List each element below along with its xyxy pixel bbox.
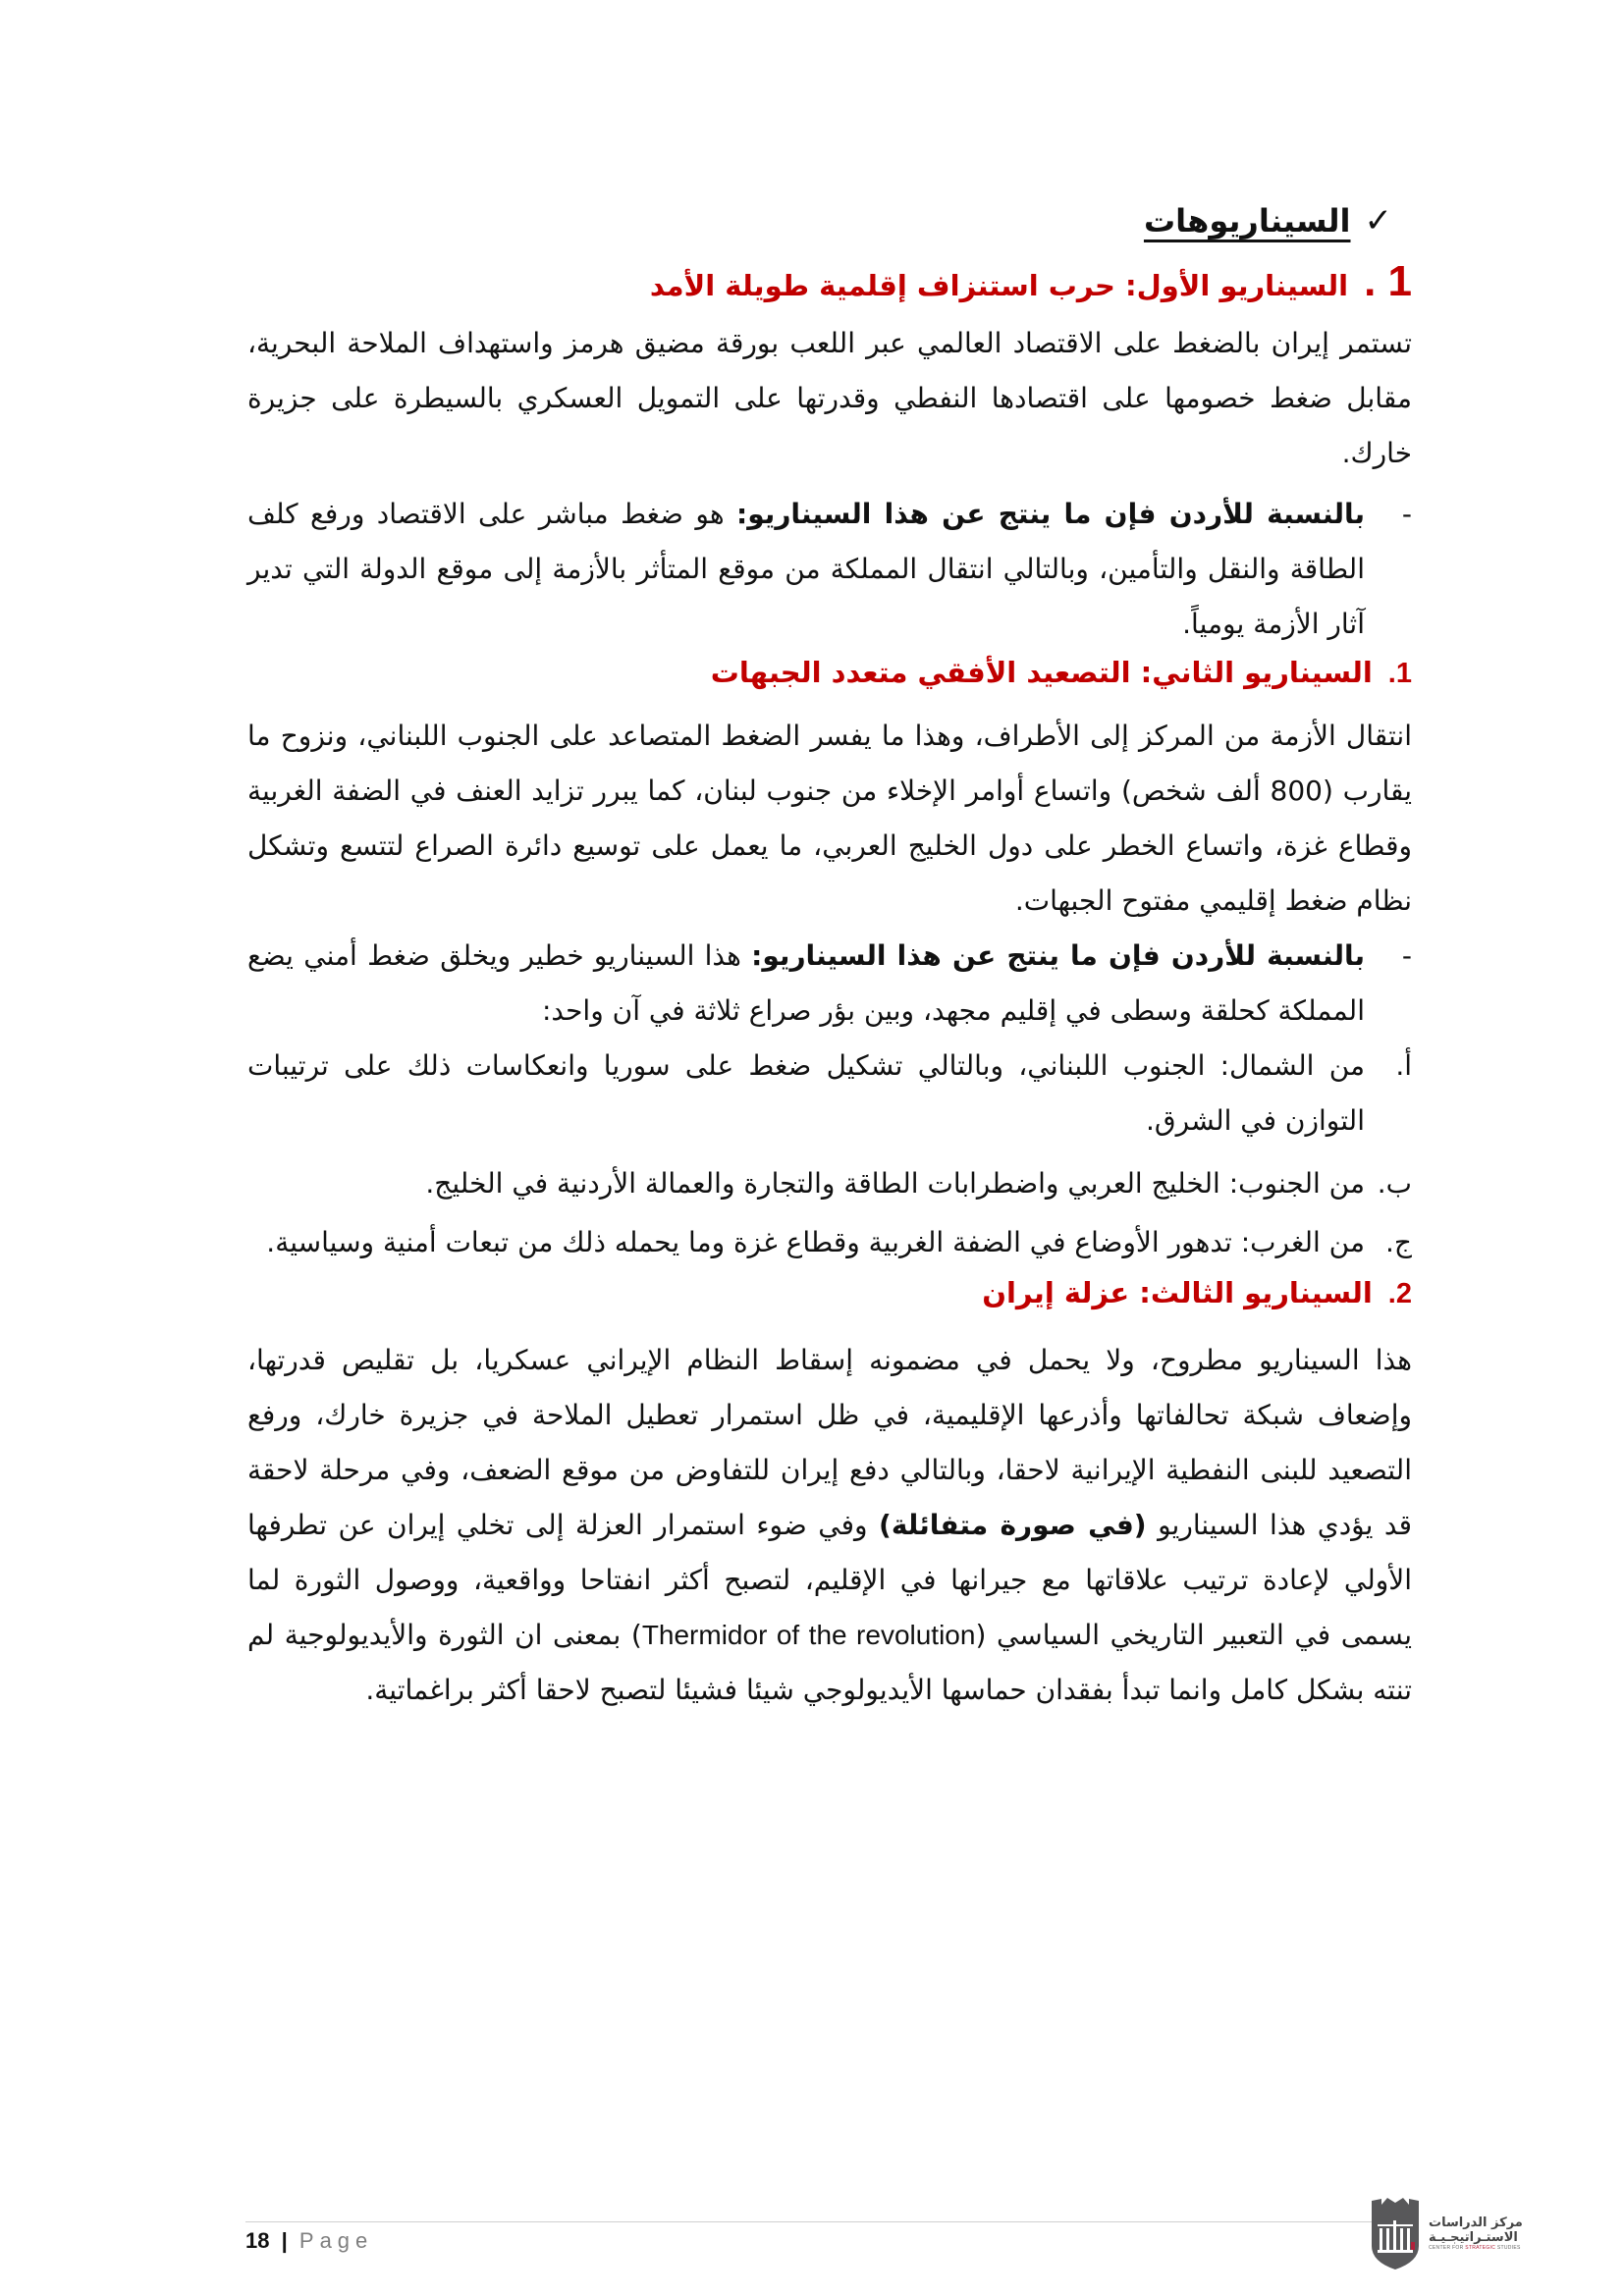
front-south [247, 1156, 1412, 1211]
jordan-impact-text: هذا السيناريو خطير ويخلق ضغط أمني يضع المملكة كحلقة وسطى في إقليم مجهد، وبين بؤر صراع ثلاثة في آن واحد: [247, 939, 1365, 1027]
optimistic-note: (في صورة متفائلة) [879, 1509, 1147, 1541]
footer-divider [245, 2221, 1384, 2222]
list-marker: ج. [1385, 1226, 1412, 1258]
latin-term: Thermidor of the revolution [641, 1620, 976, 1650]
dash-bullet-icon: - [1401, 939, 1412, 972]
scenario-3-title: السيناريو الثالث: عزلة إيران [982, 1276, 1373, 1309]
front-text: من الشمال: الجنوب اللبناني، وبالتالي تشكيل ضغط على سوريا وانعكاسات ذلك على ترتيبات التوازن في الشرق. [247, 1049, 1365, 1137]
logo-english [1429, 2245, 1521, 2251]
list-marker: ب. [1377, 1167, 1412, 1200]
scenario-1-number: 1 . [1364, 257, 1412, 305]
page-label: Page [298, 2228, 374, 2253]
section-title: السيناريوهات [1143, 202, 1351, 240]
shield-logo-icon [1368, 2195, 1423, 2271]
paragraph-text: وفي ضوء استمرار العزلة إلى تخلي إيران عن تطرفها الأولي لإعادة ترتيب علاقاتها مع جيرانها في الإقليم، لتصبح أكثر انفتاحا وواقعية، ووصول الثورة لما يسمى في التعبير التاريخي السياسي ( [247, 1509, 1412, 1651]
page-separator: | [281, 2228, 288, 2253]
list-marker: أ. [1395, 1049, 1412, 1082]
center-logo [1368, 2189, 1535, 2277]
page-number [245, 2228, 373, 2254]
page-number-value: 18 [245, 2228, 270, 2253]
scenario-2-title: السيناريو الثاني: التصعيد الأفقي متعدد الجبهات [710, 656, 1373, 689]
logo-en-accent: STRATEGIC [1465, 2245, 1496, 2251]
scenario-3-heading [247, 1276, 1412, 1333]
logo-arabic-line1: مركز الدراسات [1429, 2216, 1523, 2230]
front-north [247, 1039, 1412, 1148]
scenario-1-title: السيناريو الأول: حرب استنزاف إقلمية طويلة الأمد [649, 269, 1349, 302]
logo-arabic-line2: الاستـراتيجـيـة [1429, 2230, 1518, 2245]
logo-en-suffix: STUDIES [1495, 2245, 1521, 2251]
scenario-2-jordan-impact [247, 929, 1412, 1039]
paragraph-text: ) بمعنى ان الثورة والأيديولوجية لم تنته بشكل كامل وانما تبدأ بفقدان حماسها الأيديولوجي شيئا فشيئا لتصبح لاحقا أكثر براغماتية. [247, 1619, 1412, 1706]
scenario-3-paragraph [247, 1333, 1412, 1718]
front-text: من الغرب: تدهور الأوضاع في الضفة الغربية وقطاع غزة وما يحمله ذلك من تبعات أمنية وسياسية. [266, 1226, 1365, 1258]
paragraph-text: هذا السيناريو مطروح، ولا يحمل في مضمونه إسقاط النظام الإيراني عسكريا، بل تقليص قدرتها، وإضعاف شبكة تحالفاتها وأذرعها الإقليمية، في ظل استمرار تعطيل الملاحة في جزيرة خارك، ورفع التصعيد للبنى النفطية الإيرانية لاحقا، وبالتالي دفع إيران للتفاوض من موقع الضعف، وفي مرحلة لاحقة قد يؤدي هذا السيناريو [247, 1344, 1412, 1541]
front-text: من الجنوب: الخليج العربي واضطرابات الطاقة والتجارة والعمالة الأردنية في الخليج. [425, 1167, 1365, 1200]
front-west [247, 1215, 1412, 1270]
scenario-1-jordan-impact [247, 487, 1412, 652]
scenario-1-heading [247, 257, 1412, 316]
jordan-impact-lead: بالنسبة للأردن فإن ما ينتج عن هذا السيناريو: [736, 498, 1365, 530]
section-heading [1144, 201, 1392, 240]
scenario-2-paragraph: انتقال الأزمة من المركز إلى الأطراف، وهذا ما يفسر الضغط المتصاعد على الجنوب اللبناني، ونزوح ما يقارب (800 ألف شخص) واتساع أوامر الإخلاء من جنوب لبنان، كما يبرر تزايد العنف في الضفة الغربية وقطاع غزة، واتساع الخطر على دول الخليج العربي، ما يعمل على توسيع دائرة الصراع لتتسع وتشكل نظام ضغط إقليمي مفتوح الجبهات. [247, 720, 1412, 917]
document-body [247, 257, 1412, 1718]
jordan-impact-text: هو ضغط مباشر على الاقتصاد ورفع كلف الطاقة والنقل والتأمين، وبالتالي انتقال المملكة من موقع المتأثر بالأزمة إلى موقع الدولة التي تدير آثار الأزمة يومياً. [247, 498, 1365, 640]
scenario-1-paragraph: تستمر إيران بالضغط على الاقتصاد العالمي عبر اللعب بورقة مضيق هرمز واستهداف الملاحة البحرية، مقابل ضغط خصومها على اقتصادها النفطي وقدرتها على التمويل العسكري بالسيطرة على جزيرة خارك. [247, 327, 1412, 469]
dash-bullet-icon: - [1401, 498, 1412, 530]
logo-en-prefix: CENTER FOR [1429, 2245, 1466, 2251]
scenario-3-number: 2. [1387, 1278, 1412, 1309]
scenario-2-heading [247, 656, 1412, 709]
scenario-2-number: 1. [1387, 658, 1412, 689]
checkmark-icon: ✓ [1364, 201, 1392, 240]
jordan-impact-lead: بالنسبة للأردن فإن ما ينتج عن هذا السيناريو: [751, 939, 1365, 972]
